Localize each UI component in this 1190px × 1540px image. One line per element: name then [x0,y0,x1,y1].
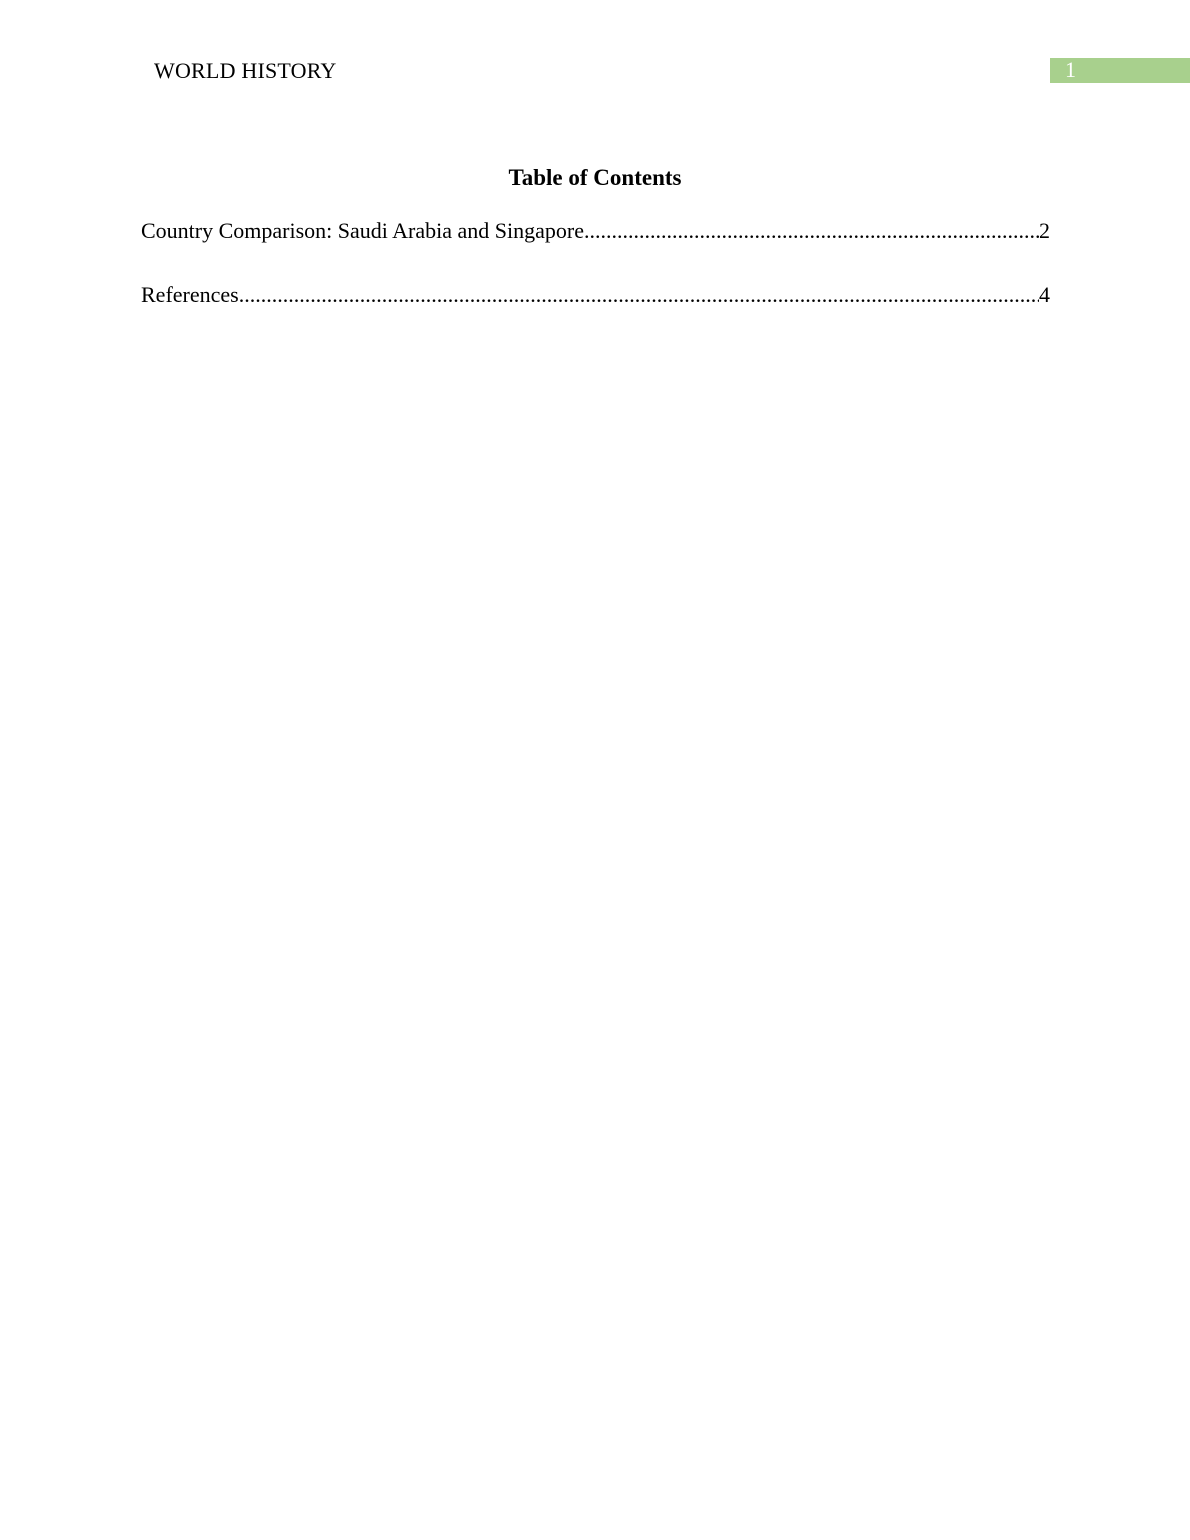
toc-entry-country-comparison[interactable] [141,216,1050,280]
page-number: 1 [1065,57,1076,82]
toc-title: Table of Contents [508,165,682,190]
toc-entry-page: 2 [1039,218,1050,243]
toc-dot-leader [584,216,1039,246]
toc-entry-label: Country Comparison: Saudi Arabia and Singapore [141,218,584,243]
toc-entry-page: 4 [1039,282,1050,307]
page-number-box [1050,58,1190,83]
toc-entry-references[interactable] [141,280,1050,344]
running-head: WORLD HISTORY [154,58,337,83]
toc-list [141,216,1050,344]
toc-entry-label: References [141,282,239,307]
toc-dot-leader [239,280,1039,310]
